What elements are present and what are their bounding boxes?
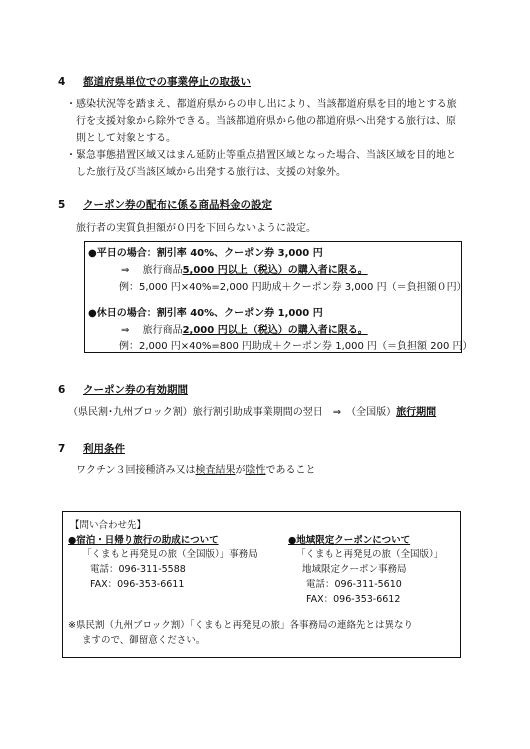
weekday-condition — [121, 262, 368, 279]
section-7-prefix: ワクチン３回接種済み又は — [76, 465, 196, 476]
section-7-title: 利用条件 — [82, 443, 125, 455]
holiday-heading: ●休日の場合：割引率 40%、クーポン券 1,000 円 — [88, 308, 323, 319]
contact-left-tel: 電話：096-311-5588 — [90, 564, 186, 575]
section-6-number: 6 — [58, 384, 66, 396]
holiday-example: 例：2,000 円×40%=800 円助成＋クーポン券 1,000 円（＝負担額 200 円） — [119, 341, 473, 352]
section-6-heading — [58, 382, 188, 397]
weekday-arrow: ⇒ — [121, 265, 130, 276]
contact-right-tel: 電話：096-311-5610 — [306, 579, 402, 590]
holiday-condition — [121, 322, 368, 339]
holiday-cond-underlined: 2,000 円以上（税込）の購入者に限る。 — [182, 325, 368, 336]
section-7-condition-line — [76, 462, 316, 479]
contact-right-title: ●地域限定クーポンについて — [288, 535, 411, 546]
weekday-example: 例：5,000 円×40%=2,000 円助成＋クーポン券 3,000 円（＝負担額０円） — [119, 282, 467, 293]
section-4-title: 都道府県単位での事業停止の取扱い — [82, 76, 251, 88]
holiday-cond-prefix: 旅行商品 — [142, 325, 183, 336]
section-6-title: クーポン券の有効期間 — [82, 384, 188, 396]
contact-heading: 【問い合わせ先】 — [70, 520, 147, 531]
section-4-bullet-2-line-2: した旅行及び当該区域から出発する旅行は、支援の対象外。 — [76, 167, 346, 178]
section-7-heading — [58, 441, 125, 456]
weekday-cond-prefix: 旅行商品 — [142, 265, 183, 276]
section-5-intro: 旅行者の実質負担額が０円を下回らないように設定。 — [76, 223, 316, 234]
weekday-heading: ●平日の場合：割引率 40%、クーポン券 3,000 円 — [88, 248, 323, 259]
section-5-heading — [58, 197, 272, 212]
weekday-cond-underlined: 5,000 円以上（税込）の購入者に限る。 — [182, 265, 368, 276]
section-6-period-prefix: （県民割･九州ブロック割）旅行割引助成事業期間の翌日 ⇒ （全国版） — [68, 407, 397, 418]
section-7-suffix: であること — [265, 465, 316, 476]
section-5-title: クーポン券の配布に係る商品料金の設定 — [82, 199, 272, 211]
section-4-number: 4 — [58, 76, 66, 88]
section-4-bullet-2-line-1: ・緊急事態措置区域又はまん延防止等重点措置区域となった場合、当該区域を目的地と — [66, 150, 456, 161]
section-4-bullet-1-line-1: ・感染状況等を踏まえ、都道府県からの申し出により、当該都道府県を目的地とする旅 — [66, 99, 457, 110]
contact-left-org: 「くまもと再発見の旅（全国版）」事務局 — [82, 549, 258, 560]
section-6-period-underlined: 旅行期間 — [396, 407, 437, 418]
contact-left-fax: FAX：096-353-6611 — [90, 579, 185, 590]
contact-right-org2: 地域限定クーポン事務局 — [302, 564, 407, 575]
section-7-number: 7 — [58, 443, 66, 455]
contact-right-fax: FAX：096-353-6612 — [306, 594, 401, 605]
section-4-bullet-1-line-3: 則として対象とする。 — [76, 133, 176, 144]
section-4-bullet-1-line-2: 行を支援対象から除外できる。当該都道府県から他の都道府県へ出発する旅行は、原 — [76, 116, 456, 127]
contact-note-line-1: ※県民割（九州ブロック割）「くまもと再発見の旅」各事務局の連絡先とは異なり — [68, 620, 414, 631]
section-7-negative: 陰性 — [245, 465, 266, 476]
contact-left-title: ●宿泊・日帰り旅行の助成について — [68, 535, 219, 546]
section-6-period-line — [68, 404, 436, 421]
section-7-test-result: 検査結果 — [195, 465, 236, 476]
section-4-heading — [58, 74, 251, 89]
contact-right-org: 「くまもと再発見の旅（全国版）」 — [296, 549, 444, 560]
holiday-arrow: ⇒ — [121, 325, 130, 336]
section-7-mid: が — [235, 465, 246, 476]
contact-note-line-2: ますので、御留意ください。 — [82, 635, 206, 646]
section-5-number: 5 — [58, 199, 66, 211]
